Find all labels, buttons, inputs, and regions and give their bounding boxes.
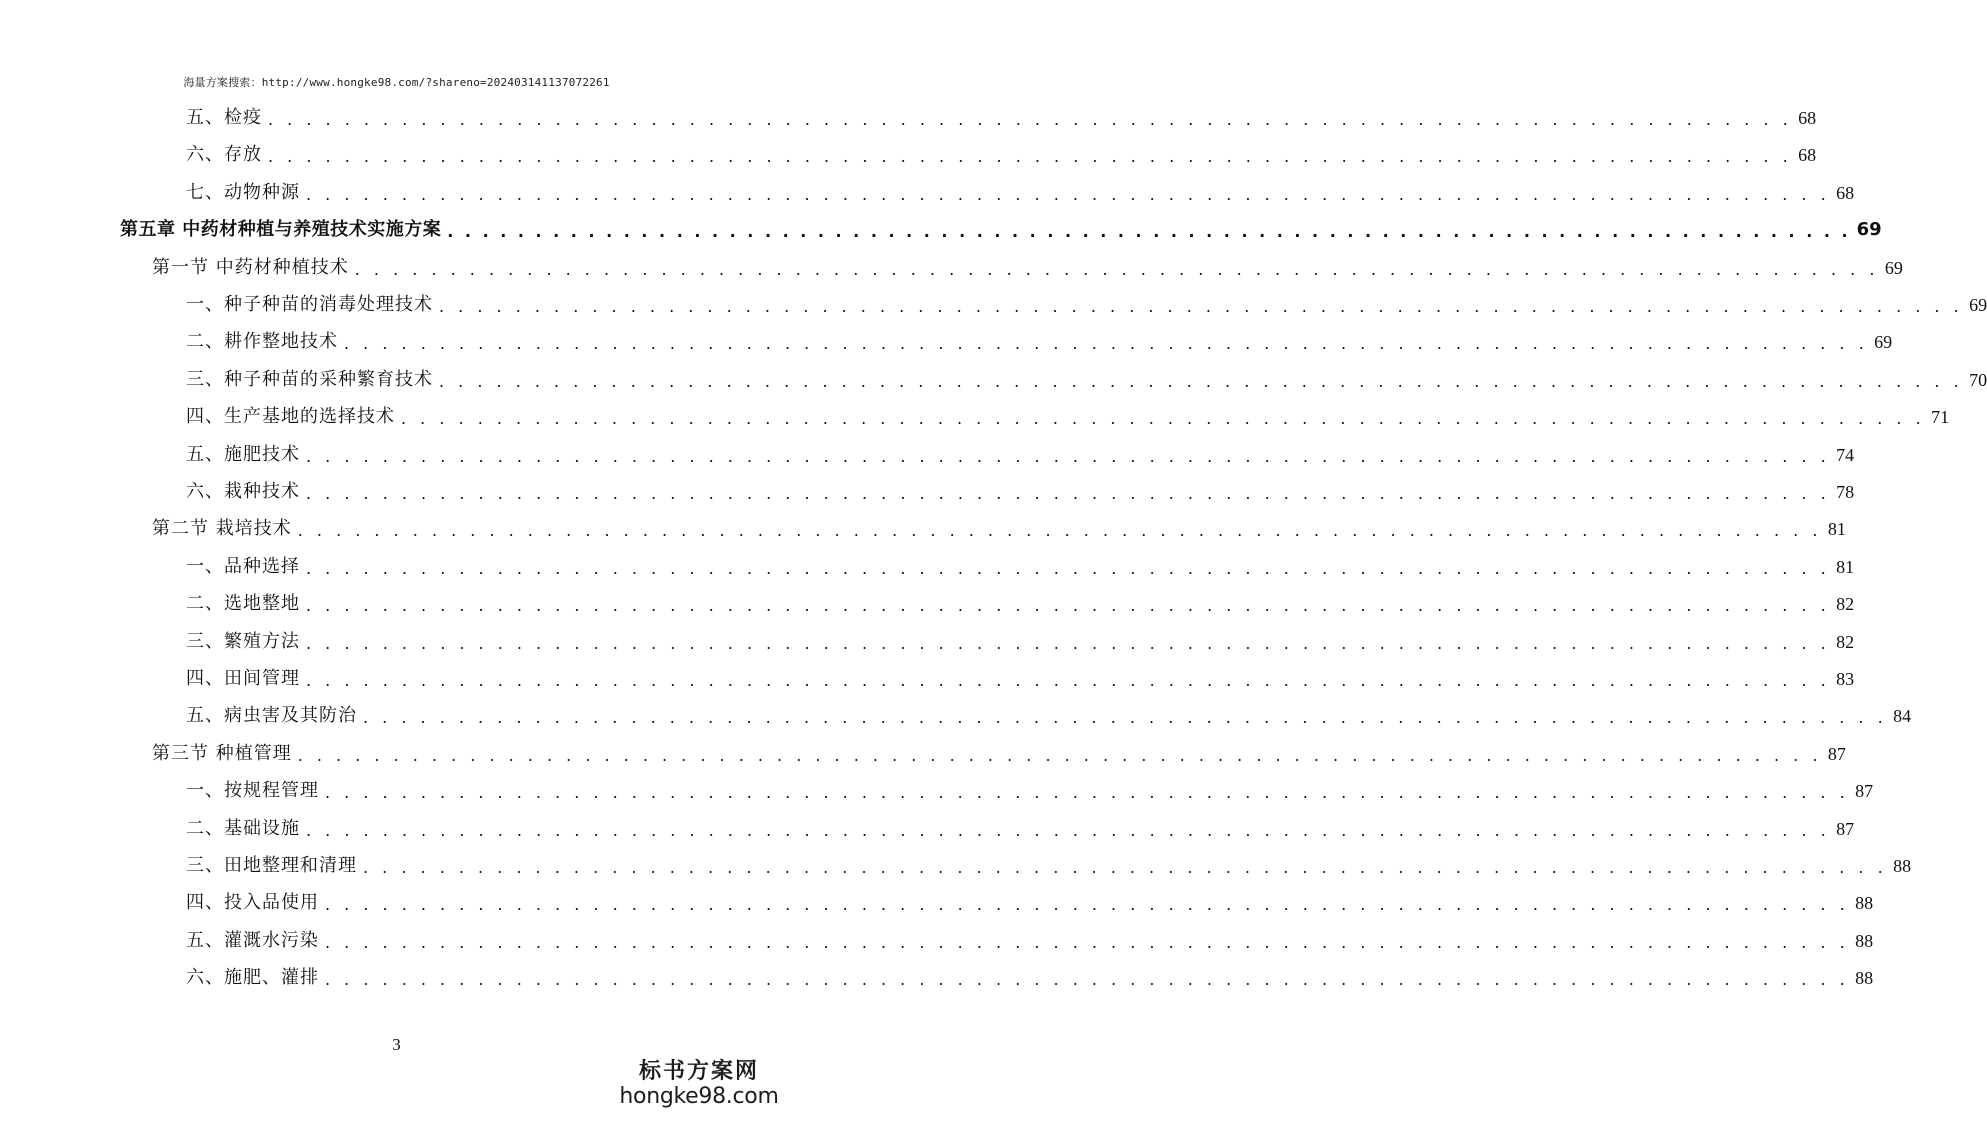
toc-entry-page: 68 — [1798, 145, 1817, 166]
toc-entry-page: 69 — [1874, 332, 1893, 353]
toc-entry-item[interactable] — [186, 812, 1855, 846]
toc-entry-page: 71 — [1931, 407, 1950, 428]
toc-leader-dots: . . . . . . . . . . . . . . . . . . . . . . . . . . . . . . . . . . . . . . . . . . . . . . . . . . . . . . . . . . . . . . . . . . . . . . . . . . . . . . . . — [306, 671, 1831, 690]
toc-entry-page: 69 — [1969, 295, 1987, 315]
toc-entry-page: 84 — [1893, 706, 1912, 727]
toc-entry-title: 七、动物种源 — [186, 181, 300, 203]
header-search-line: 海量方案搜索：http://www.hongke98.com/?shareno=202403141137072261 — [183, 76, 610, 89]
toc-entry-title: 六、栽种技术 — [186, 481, 300, 502]
toc-entry-title: 四、生产基地的选择技术 — [186, 406, 395, 428]
toc-entry-title: 一、按规程管理 — [186, 780, 319, 802]
toc-leader-dots: . . . . . . . . . . . . . . . . . . . . . . . . . . . . . . . . . . . . . . . . . . . . . . . . . . . . . . . . . . . . . . . . . . . . . . . . . . . . . . . . — [306, 184, 1831, 204]
toc-entry-title: 第五章 中药材种植与养殖技术实施方案 — [120, 219, 442, 241]
toc-leader-dots: . . . . . . . . . . . . . . . . . . . . . . . . . . . . . . . . . . . . . . . . . . . . . . . . . . . . . . . . . . . . . . . . . . . . . . . . . . . . . . . . — [325, 932, 1850, 952]
toc-entry-title: 三、种子种苗的采种繁育技术 — [186, 368, 433, 390]
toc-leader-dots: . . . . . . . . . . . . . . . . . . . . . . . . . . . . . . . . . . . . . . . . . . . . . . . . . . . . . . . . . . . . . . . . . . . . . . . . . . . . . . . . — [306, 446, 1831, 466]
toc-entry-title: 第二节 栽培技术 — [152, 518, 292, 540]
toc-entry-chapter[interactable] — [120, 213, 1882, 247]
toc-entry-title: 四、田间管理 — [186, 668, 300, 689]
toc-entry-item[interactable] — [186, 288, 1987, 322]
toc-entry-section[interactable] — [152, 251, 1903, 285]
toc-leader-dots: . . . . . . . . . . . . . . . . . . . . . . . . . . . . . . . . . . . . . . . . . . . . . . . . . . . . . . . . . . . . . . . . . . . . . . . . . . . . . . . . — [306, 484, 1831, 503]
toc-leader-dots: . . . . . . . . . . . . . . . . . . . . . . . . . . . . . . . . . . . . . . . . . . . . . . . . . . . . . . . . . . . . . . . . . . . . . . . . . . . . . . . . — [363, 858, 1888, 877]
toc-entry-title: 二、基础设施 — [186, 817, 300, 839]
toc-entry-page: 88 — [1855, 893, 1874, 914]
toc-leader-dots: . . . . . . . . . . . . . . . . . . . . . . . . . . . . . . . . . . . . . . . . . . . . . . . . . . . . . . . . . . . . . . . . . . . . . . . . . . . . . . . . — [297, 521, 1822, 541]
toc-entry-item[interactable] — [186, 587, 1855, 621]
toc-leader-dots: . . . . . . . . . . . . . . . . . . . . . . . . . . . . . . . . . . . . . . . . . . . . . . . . . . . . . . . . . . . . . . . . . . . . . . . . . . . . . . . . — [306, 820, 1831, 840]
toc-entry-page: 88 — [1855, 968, 1874, 989]
toc-entry-item[interactable] — [186, 625, 1855, 659]
toc-entry-item[interactable] — [186, 924, 1874, 958]
toc-entry-page: 82 — [1836, 594, 1855, 615]
toc-entry-item[interactable] — [186, 662, 1855, 696]
toc-leader-dots: . . . . . . . . . . . . . . . . . . . . . . . . . . . . . . . . . . . . . . . . . . . . . . . . . . . . . . . . . . . . . . . . . . . . . . . . . . . . . . . . — [297, 745, 1822, 765]
toc-entry-page: 87 — [1855, 781, 1874, 802]
toc-entry-title: 第一节 中药材种植技术 — [152, 256, 349, 278]
toc-entry-page: 68 — [1836, 182, 1855, 203]
page-number: 3 — [392, 1035, 401, 1054]
toc-entry-title: 一、品种选择 — [186, 555, 300, 577]
toc-entry-section[interactable] — [152, 512, 1846, 546]
toc-entry-page: 82 — [1836, 631, 1855, 652]
toc-leader-dots: . . . . . . . . . . . . . . . . . . . . . . . . . . . . . . . . . . . . . . . . . . . . . . . . . . . . . . . . . . . . . . . . . . . . . . . . . . . . . . . . — [447, 222, 1851, 242]
toc-leader-dots: . . . . . . . . . . . . . . . . . . . . . . . . . . . . . . . . . . . . . . . . . . . . . . . . . . . . . . . . . . . . . . . . . . . . . . . . . . . . . . . . — [325, 895, 1850, 915]
toc-entry-title: 五、施肥技术 — [186, 443, 300, 465]
toc-entry-item[interactable] — [186, 101, 1817, 135]
toc-leader-dots: . . . . . . . . . . . . . . . . . . . . . . . . . . . . . . . . . . . . . . . . . . . . . . . . . . . . . . . . . . . . . . . . . . . . . . . . . . . . . . . . — [344, 334, 1869, 354]
toc-leader-dots: . . . . . . . . . . . . . . . . . . . . . . . . . . . . . . . . . . . . . . . . . . . . . . . . . . . . . . . . . . . . . . . . . . . . . . . . . . . . . . . . — [268, 110, 1793, 129]
toc-entry-item[interactable] — [186, 550, 1855, 584]
toc-entry-item[interactable] — [186, 961, 1874, 995]
toc-entry-item[interactable] — [186, 325, 1893, 359]
toc-entry-item[interactable] — [186, 849, 1912, 883]
toc-leader-dots: . . . . . . . . . . . . . . . . . . . . . . . . . . . . . . . . . . . . . . . . . . . . . . . . . . . . . . . . . . . . . . . . . . . . . . . . . . . . . . . . — [439, 371, 1964, 391]
toc-entry-page: 69 — [1884, 257, 1903, 278]
toc-entry-title: 五、灌溉水污染 — [186, 929, 319, 951]
toc-entry-title: 六、施肥、灌排 — [186, 967, 319, 989]
toc-entry-title: 五、病虫害及其防治 — [186, 705, 357, 727]
toc-leader-dots: . . . . . . . . . . . . . . . . . . . . . . . . . . . . . . . . . . . . . . . . . . . . . . . . . . . . . . . . . . . . . . . . . . . . . . . . . . . . . . . . — [306, 596, 1831, 616]
toc-entry-page: 78 — [1836, 482, 1855, 502]
toc-entry-item[interactable] — [186, 363, 1987, 397]
toc-entry-page: 81 — [1836, 556, 1855, 577]
toc-entry-item[interactable] — [186, 475, 1855, 509]
toc-entry-title: 第三节 种植管理 — [152, 742, 292, 764]
toc-leader-dots: . . . . . . . . . . . . . . . . . . . . . . . . . . . . . . . . . . . . . . . . . . . . . . . . . . . . . . . . . . . . . . . . . . . . . . . . . . . . . . . . — [325, 783, 1850, 803]
toc-entry-page: 69 — [1856, 219, 1882, 241]
toc-leader-dots: . . . . . . . . . . . . . . . . . . . . . . . . . . . . . . . . . . . . . . . . . . . . . . . . . . . . . . . . . . . . . . . . . . . . . . . . . . . . . . . . — [306, 633, 1831, 653]
toc-entry-title: 二、选地整地 — [186, 593, 300, 615]
toc-entry-page: 68 — [1798, 108, 1817, 128]
toc-entry-page: 88 — [1855, 930, 1874, 951]
toc-entry-title: 四、投入品使用 — [186, 892, 319, 914]
toc-entry-page: 81 — [1827, 519, 1846, 540]
toc-entry-item[interactable] — [186, 886, 1874, 920]
toc-entry-page: 88 — [1893, 856, 1912, 876]
site-watermark — [619, 1058, 779, 1110]
toc-entry-title: 三、田地整理和清理 — [186, 855, 357, 876]
toc-entry-page: 87 — [1836, 818, 1855, 839]
toc-leader-dots: . . . . . . . . . . . . . . . . . . . . . . . . . . . . . . . . . . . . . . . . . . . . . . . . . . . . . . . . . . . . . . . . . . . . . . . . . . . . . . . . — [401, 409, 1926, 429]
toc-leader-dots: . . . . . . . . . . . . . . . . . . . . . . . . . . . . . . . . . . . . . . . . . . . . . . . . . . . . . . . . . . . . . . . . . . . . . . . . . . . . . . . . — [325, 970, 1850, 990]
toc-leader-dots: . . . . . . . . . . . . . . . . . . . . . . . . . . . . . . . . . . . . . . . . . . . . . . . . . . . . . . . . . . . . . . . . . . . . . . . . . . . . . . . . — [363, 708, 1888, 728]
toc-entry-title: 二、耕作整地技术 — [186, 331, 338, 353]
toc-entry-item[interactable] — [186, 400, 1950, 434]
watermark-name: 标书方案网 — [638, 1058, 759, 1084]
watermark-domain: hongke98.com — [619, 1084, 779, 1109]
toc-entry-item[interactable] — [186, 438, 1855, 472]
toc-entry-title: 三、繁殖方法 — [186, 630, 300, 652]
toc-entry-page: 83 — [1836, 669, 1855, 689]
toc-leader-dots: . . . . . . . . . . . . . . . . . . . . . . . . . . . . . . . . . . . . . . . . . . . . . . . . . . . . . . . . . . . . . . . . . . . . . . . . . . . . . . . . — [354, 259, 1879, 279]
toc-leader-dots: . . . . . . . . . . . . . . . . . . . . . . . . . . . . . . . . . . . . . . . . . . . . . . . . . . . . . . . . . . . . . . . . . . . . . . . . . . . . . . . . — [268, 147, 1793, 167]
toc-entry-item[interactable] — [186, 699, 1912, 733]
toc-entry-title: 五、检疫 — [186, 107, 262, 128]
toc-leader-dots: . . . . . . . . . . . . . . . . . . . . . . . . . . . . . . . . . . . . . . . . . . . . . . . . . . . . . . . . . . . . . . . . . . . . . . . . . . . . . . . . — [306, 558, 1831, 578]
toc-entry-title: 一、种子种苗的消毒处理技术 — [186, 294, 433, 315]
toc-entry-item[interactable] — [186, 774, 1874, 808]
toc-leader-dots: . . . . . . . . . . . . . . . . . . . . . . . . . . . . . . . . . . . . . . . . . . . . . . . . . . . . . . . . . . . . . . . . . . . . . . . . . . . . . . . . — [439, 297, 1964, 316]
toc-entry-page: 74 — [1836, 444, 1855, 465]
toc-entry-item[interactable] — [186, 138, 1817, 172]
toc-entry-page: 87 — [1827, 743, 1846, 764]
toc-entry-item[interactable] — [186, 176, 1855, 210]
toc-entry-section[interactable] — [152, 737, 1846, 771]
toc-entry-page: 70 — [1969, 369, 1987, 390]
toc-entry-title: 六、存放 — [186, 144, 262, 166]
